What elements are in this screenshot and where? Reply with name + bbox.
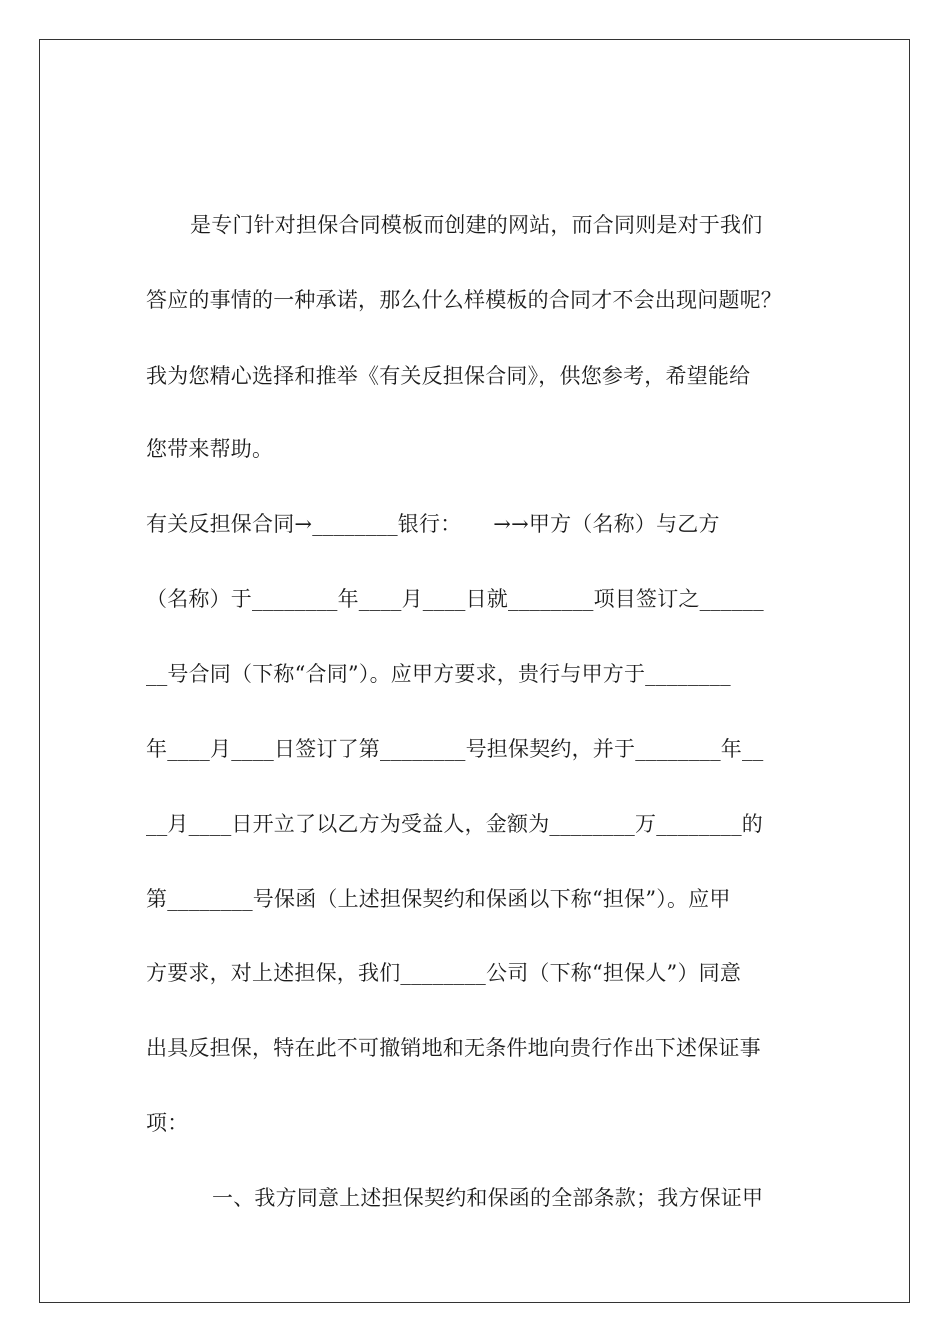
intro-line-1: 是专门针对担保合同模板而创建的网站，而合同则是对于我们 xyxy=(190,213,763,237)
intro-line-4: 您带来帮助。 xyxy=(146,437,274,461)
body-line-7: 方要求，对上述担保，我们________公司（下称“担保人”）同意 xyxy=(146,961,742,985)
body-line-5: __月____日开立了以乙方为受益人，金额为________万________的 xyxy=(146,812,763,836)
body-line-1: 有关反担保合同→________银行： →→甲方（名称）与乙方 xyxy=(146,512,720,536)
body-line-2: （名称）于________年____月____日就________项目签订之______ xyxy=(146,587,764,611)
body-line-4: 年____月____日签订了第________号担保契约，并于________年__ xyxy=(146,737,764,761)
body-line-9: 项： xyxy=(146,1111,189,1135)
intro-line-2: 答应的事情的一种承诺，那么什么样模板的合同才不会出现问题呢？ xyxy=(146,288,782,312)
body-line-3: __号合同（下称“合同”）。应甲方要求，贵行与甲方于________ xyxy=(146,662,731,686)
body-line-8: 出具反担保，特在此不可撤销地和无条件地向贵行作出下述保证事 xyxy=(146,1036,761,1060)
intro-line-3: 我为您精心选择和推举《有关反担保合同》，供您参考，希望能给 xyxy=(146,364,751,388)
body-line-6: 第________号保函（上述担保契约和保函以下称“担保”）。应甲 xyxy=(146,887,731,911)
clause-line-1: 一、我方同意上述担保契约和保函的全部条款；我方保证甲 xyxy=(212,1186,764,1210)
